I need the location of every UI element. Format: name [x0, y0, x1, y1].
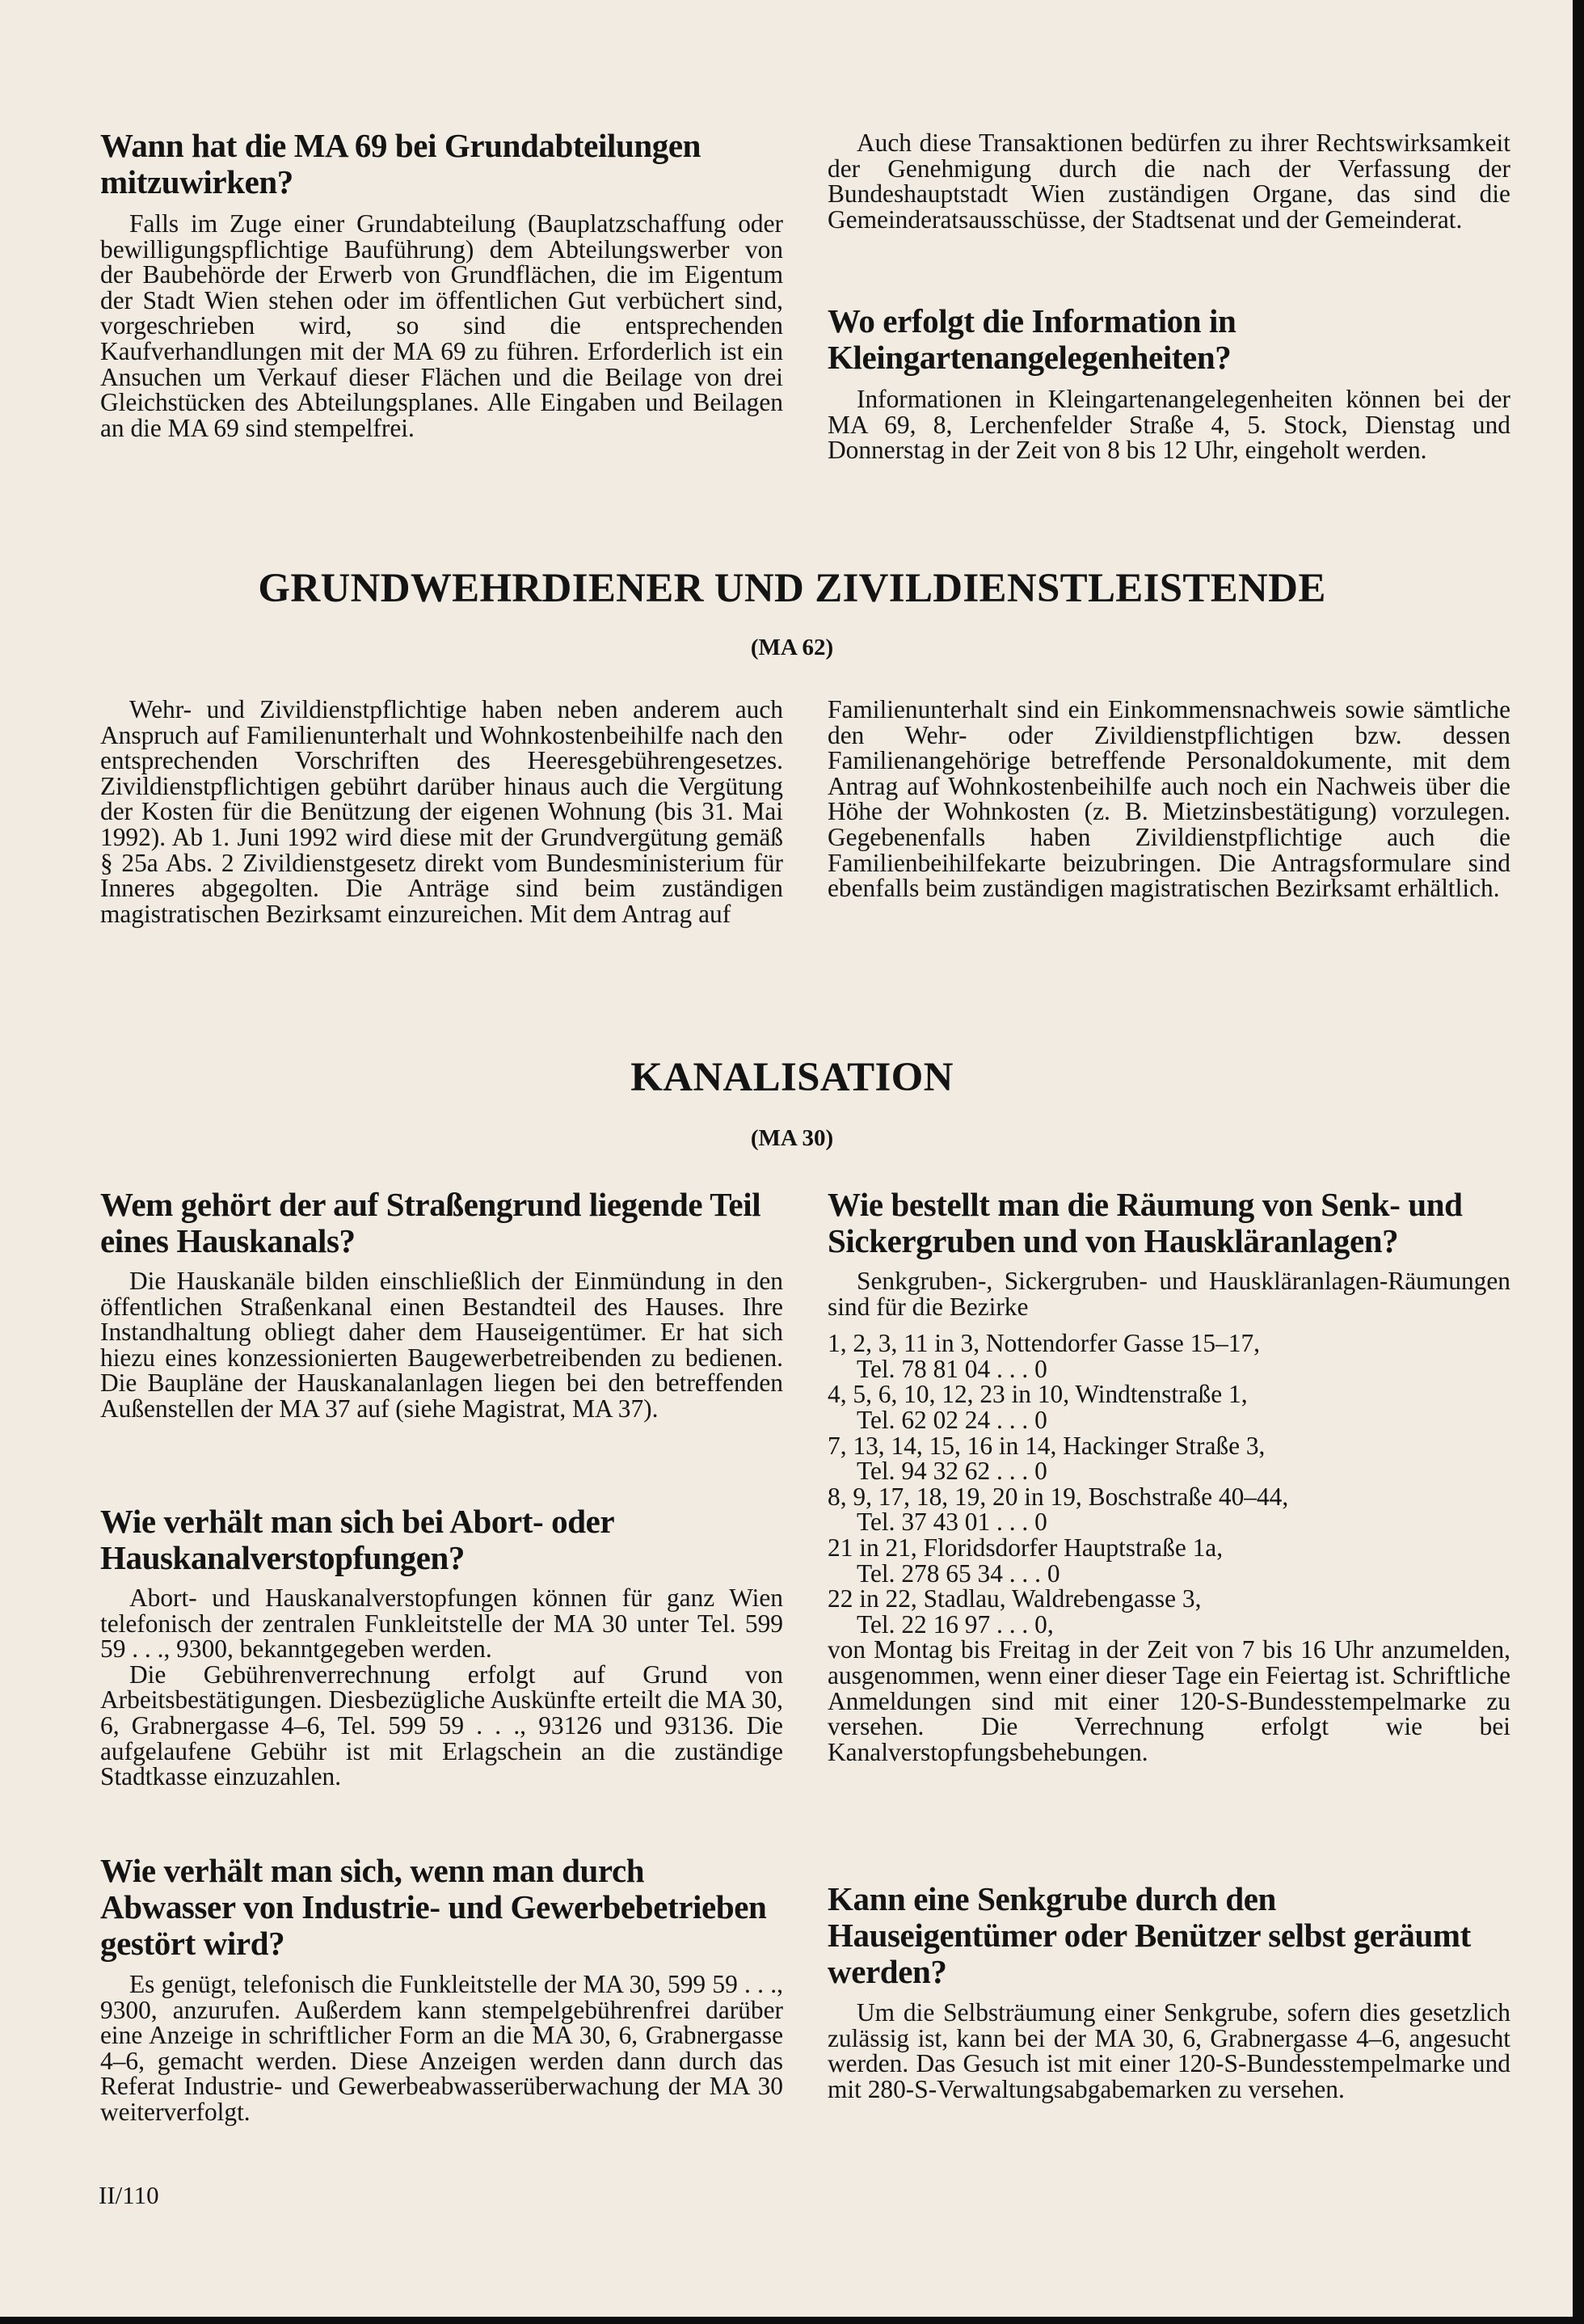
scan-border-right	[1573, 0, 1584, 2324]
kanal-q1-title: Wem gehört der auf Straßengrund liegende Teil eines Hauskanals?	[100, 1186, 761, 1259]
list-item-addr: 1, 2, 3, 11 in 3, Nottendorfer Gasse 15–17,	[828, 1329, 1261, 1358]
list-item-tel: Tel. 37 43 01 . . . 0	[857, 1508, 1047, 1537]
list-item	[828, 1331, 1510, 1381]
wehr-left	[100, 697, 783, 926]
list-item	[828, 1381, 1510, 1432]
wehr-title: GRUNDWEHRDIENER UND ZIVILDIENSTLEISTENDE	[258, 566, 1326, 611]
kanal-q3-title: Wie verhält man sich, wenn man durch Abwasser von Industrie- und Gewerbebetrieben gestört wird?	[100, 1852, 767, 1962]
scan-border-bottom	[0, 2317, 1584, 2324]
list-item-tel: Tel. 278 65 34 . . . 0	[857, 1558, 1060, 1588]
list-item-addr: 7, 13, 14, 15, 16 in 14, Hackinger Straße 3,	[828, 1431, 1266, 1460]
kanal-q2	[100, 1504, 783, 1790]
kanal-q5	[828, 1881, 1510, 2102]
ma69-q2-text: Informationen in Kleingartenangelegenheiten können bei der MA 69, 8, Lerchenfelder Straße 4, 5. Stock, Dienstag und Donnerstag in der Zeit von 8 bis 12 Uhr, eingeholt werden.	[828, 385, 1510, 465]
ma69-continuation	[828, 130, 1510, 232]
list-item-addr: 21 in 21, Floridsdorfer Hauptstraße 1a,	[828, 1533, 1224, 1562]
wehr-left-text: Wehr- und Zivildienstpflichtige haben neben anderem auch Anspruch auf Familienunterhalt und Wohnkostenbeihilfe nach den entsprechenden Vorschriften des Heeresgebührengesetzes. Zivildienstpflichtigen gebührt darüber hinaus auch die Vergütung der Kosten für die Benützung der eigenen Wohnung (bis 31. Mai 1992). Ab 1. Juni 1992 wird diese mit der Grundvergütung gemäß § 25a Abs. 2 Zivildienstgesetz direkt vom Bundesministerium für Inneres abgegolten. Die Anträge sind beim zuständigen magistratischen Bezirksamt einzureichen. Mit dem Antrag auf	[100, 695, 783, 928]
kanal-q5-title: Kann eine Senkgrube durch den Hauseigentümer oder Benützer selbst geräumt werden?	[828, 1880, 1471, 1990]
wehr-right	[828, 697, 1510, 901]
kanal-q4-intro: Senkgruben-, Sickergruben- und Hauskläranlagen-Räumungen sind für die Bezirke	[828, 1267, 1510, 1321]
list-item-addr: 4, 5, 6, 10, 12, 23 in 10, Windtenstraße 1,	[828, 1380, 1248, 1409]
wehr-right-text: Familienunterhalt sind ein Einkommensnachweis sowie sämtliche den Wehr- oder Zivildienstpflichtigen bzw. dessen Familienangehörige betreffende Personaldokumente, mit dem Antrag auf Wohnkostenbeihilfe auch noch ein Nachweis über die Höhe der Wohnkosten (z. B. Mietzinsbestätigung) vorzulegen. Gegebenenfalls haben Zivildienstpflichtige auch die Familienbeihilfekarte beizubringen. Die Antragsformulare sind ebenfalls beim zuständigen magistratischen Bezirksamt erhältlich.	[828, 695, 1510, 903]
kanal-q2-title: Wie verhält man sich bei Abort- oder Hauskanalverstopfungen?	[100, 1503, 614, 1576]
ma69-q2-title: Wo erfolgt die Information in Kleingartenangelegenheiten?	[828, 302, 1236, 376]
list-item-addr: 8, 9, 17, 18, 19, 20 in 19, Boschstraße 40–44,	[828, 1482, 1289, 1511]
list-item-tel: Tel. 22 16 97 . . . 0,	[857, 1609, 1054, 1639]
ma69-q2	[828, 303, 1510, 463]
list-item	[828, 1586, 1510, 1637]
kanal-sub: (MA 30)	[750, 1125, 834, 1151]
list-item-tel: Tel. 94 32 62 . . . 0	[857, 1457, 1047, 1486]
kanal-q3	[100, 1853, 783, 2125]
page-number: II/110	[99, 2181, 159, 2209]
kanal-q2-p2: Die Gebührenverrechnung erfolgt auf Grund von Arbeitsbestätigungen. Diesbezügliche Auskünfte erteilt die MA 30, 6, Grabnergasse 4–6, Tel. 599 59 . . ., 93126 und 93136. Die aufgelaufene Gebühr ist mit Erlagschein an die zuständige Stadtkasse einzuzahlen.	[100, 1660, 783, 1791]
kanal-q4	[828, 1187, 1510, 1765]
ma69-q1-title: Wann hat die MA 69 bei Grundabteilungen mitzuwirken?	[100, 127, 701, 200]
kanal-title: KANALISATION	[630, 1055, 954, 1100]
list-item-addr: 22 in 22, Stadlau, Waldrebengasse 3,	[828, 1584, 1202, 1613]
kanal-q5-text: Um die Selbsträumung einer Senkgrube, sofern dies gesetzlich zulässig ist, kann bei der MA 30, 6, Grabnergasse 4–6, angesucht werden. Das Gesuch ist mit einer 120-S-Bundesstempelmarke und mit 280-S-Verwaltungsabgabemarken zu versehen.	[828, 1998, 1510, 2103]
kanal-q4-list	[828, 1331, 1510, 1637]
kanal-q1	[100, 1187, 783, 1422]
kanal-q2-p1: Abort- und Hauskanalverstopfungen können für ganz Wien telefonisch der zentralen Funkleitstelle der MA 30 unter Tel. 599 59 . . ., 9300, bekanntgegeben werden.	[100, 1584, 783, 1664]
ma69-cont-text: Auch diese Transaktionen bedürfen zu ihrer Rechtswirksamkeit der Genehmigung durch die nach der Verfassung der Bundeshauptstadt Wien zuständigen Organe, das sind die Gemeinderatsausschüsse, der Stadtsenat und der Gemeinderat.	[828, 129, 1510, 234]
kanal-q3-text: Es genügt, telefonisch die Funkleitstelle der MA 30, 599 59 . . ., 9300, anzurufen. Außerdem kann stempelgebührenfrei darüber eine Anzeige in schriftlicher Form an die MA 30, 6, Grabnergasse 4–6, gemacht werden. Diese Anzeigen werden dann durch das Referat Industrie- und Gewerbeabwasserüberwachung der MA 30 weiterverfolgt.	[100, 1970, 783, 2126]
list-item	[828, 1535, 1510, 1586]
kanal-q1-text: Die Hauskanäle bilden einschließlich der Einmündung in den öffentlichen Straßenkanal einen Bestandteil des Hauses. Ihre Instandhaltung obliegt daher dem Hauseigentümer. Er hat sich hiezu eines konzessionierten Baugewerbetreibenden zu bedienen. Die Baupläne der Hauskanalanlagen liegen bei den betreffenden Außenstellen der MA 37 auf (siehe Magistrat, MA 37).	[100, 1267, 783, 1423]
list-item-tel: Tel. 78 81 04 . . . 0	[857, 1354, 1047, 1383]
wehr-sub: (MA 62)	[750, 635, 834, 660]
ma69-q1-text: Falls im Zuge einer Grundabteilung (Bauplatzschaffung oder bewilligungspflichtige Bauführung) dem Abteilungswerber von der Baubehörde der Erwerb von Grundflächen, die im Eigentum der Stadt Wien stehen oder im öffentlichen Gut verbüchert sind, vorgeschrieben wird, so sind die entsprechenden Kaufverhandlungen mit der MA 69 zu führen. Erforderlich ist ein Ansuchen um Verkauf dieser Flächen und die Beilage von drei Gleichstücken des Abteilungsplanes. Alle Eingaben und Beilagen an die MA 69 sind stempelfrei.	[100, 209, 783, 442]
kanal-q4-after: von Montag bis Freitag in der Zeit von 7 bis 16 Uhr anzumelden, ausgenommen, wenn einer dieser Tage ein Feiertag ist. Schriftliche Anmeldungen sind mit einer 120-S-Bundesstempelmarke zu versehen. Die Verrechnung erfolgt wie bei Kanalverstopfungsbehebungen.	[828, 1635, 1510, 1766]
list-item	[828, 1484, 1510, 1535]
list-item	[828, 1433, 1510, 1484]
kanal-q4-title: Wie bestellt man die Räumung von Senk- und Sickergruben und von Hauskläranlagen?	[828, 1186, 1463, 1259]
ma69-q1	[100, 128, 783, 441]
list-item-tel: Tel. 62 02 24 . . . 0	[857, 1405, 1047, 1434]
